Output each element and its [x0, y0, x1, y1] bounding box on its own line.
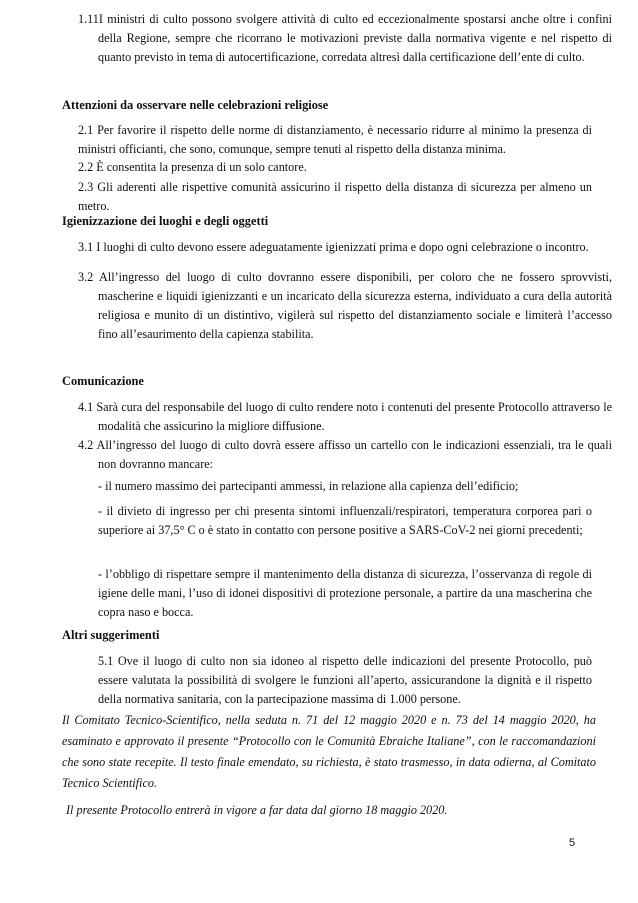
item-5-1: 5.1 Ove il luogo di culto non sia idoneo al rispetto delle indicazioni del presente Protocollo, può essere valutata la possibilità di svolgere le funzioni all’aperto, assicurandone la dignità e il rispetto della normativa sanitaria, con la partecipazione massima di 1.000 persone. — [98, 654, 592, 706]
item-2-3: 2.3 Gli aderenti alle rispettive comunità assicurino il rispetto della distanza di sicurezza per almeno un metro. — [78, 180, 592, 213]
item-3-1: 3.1 I luoghi di culto devono essere adeguatamente igienizzati prima e dopo ogni celebrazione o incontro. — [78, 240, 589, 254]
list-item-obbligo: - l’obbligo di rispettare sempre il mantenimento della distanza di sicurezza, l’osservanza di regole di igiene delle mani, l’uso di idonei dispositivi di protezione personale, a partire da una mascherina che copra naso e bocca. — [98, 567, 592, 619]
list-item-divieto: - il divieto di ingresso per chi presenta sintomi influenzali/respiratori, temperatura corporea pari o superiore ai 37,5° C o è stato in contatto con persone positive a SARS-CoV-2 nei giorni precedenti; — [98, 504, 592, 537]
list-item-capienza: - il numero massimo dei partecipanti ammessi, in relazione alla capienza dell’edificio; — [98, 479, 519, 493]
heading-comunicazione: Comunicazione — [62, 374, 144, 388]
page-number: 5 — [569, 837, 576, 849]
item-2-1: 2.1 Per favorire il rispetto delle norme di distanziamento, è necessario ridurre al minimo la presenza di ministri officianti, che sono, comunque, sempre tenuti al rispetto della distanza minima. — [78, 123, 592, 156]
effective-date-line: Il presente Protocollo entrerà in vigore a far data dal giorno 18 maggio 2020. — [66, 803, 448, 817]
item-4-1: 4.1 Sarà cura del responsabile del luogo di culto rendere noto i contenuti del presente Protocollo attraverso le modalità che assicurino la migliore diffusione. — [78, 400, 612, 433]
heading-altri-suggerimenti: Altri suggerimenti — [62, 628, 160, 642]
item-1-11: 1.11I ministri di culto possono svolgere attività di culto ed eccezionalmente spostarsi anche oltre i confini della Regione, sempre che ricorrano le motivazioni previste dalla normativa vigente e nel rispetto di quanto previsto in tema di autocertificazione, corredata altresì dalla certificazione dell’ente di culto. — [78, 12, 612, 64]
item-3-2: 3.2 All’ingresso del luogo di culto dovranno essere disponibili, per coloro che ne fossero sprovvisti, mascherine e liquidi igienizzanti e un incaricato della sicurezza esterna, individuato a cura della autorità religiosa e munito di un distintivo, vigilerà sul rispetto del distanziamento sociale e limiterà l’accesso fino all’esaurimento della capienza stabilita. — [78, 270, 612, 341]
approval-paragraph: Il Comitato Tecnico-Scientifico, nella seduta n. 71 del 12 maggio 2020 e n. 73 del 14 maggio 2020, ha esaminato e approvato il presente “Protocollo con le Comunità Ebraiche Italiane”, con le raccomandazioni che sono state recepite. Il testo finale emendato, su richiesta, è stato trasmesso, in data odierna, al Comitato Tecnico Scientifico. — [62, 713, 596, 790]
heading-igienizzazione: Igienizzazione dei luoghi e degli oggetti — [62, 214, 269, 228]
heading-celebrazioni: Attenzioni da osservare nelle celebrazioni religiose — [62, 98, 329, 112]
item-2-2: 2.2 È consentita la presenza di un solo cantore. — [78, 160, 307, 174]
item-4-2: 4.2 All’ingresso del luogo di culto dovrà essere affisso un cartello con le indicazioni essenziali, tra le quali non dovranno mancare: — [78, 438, 612, 471]
